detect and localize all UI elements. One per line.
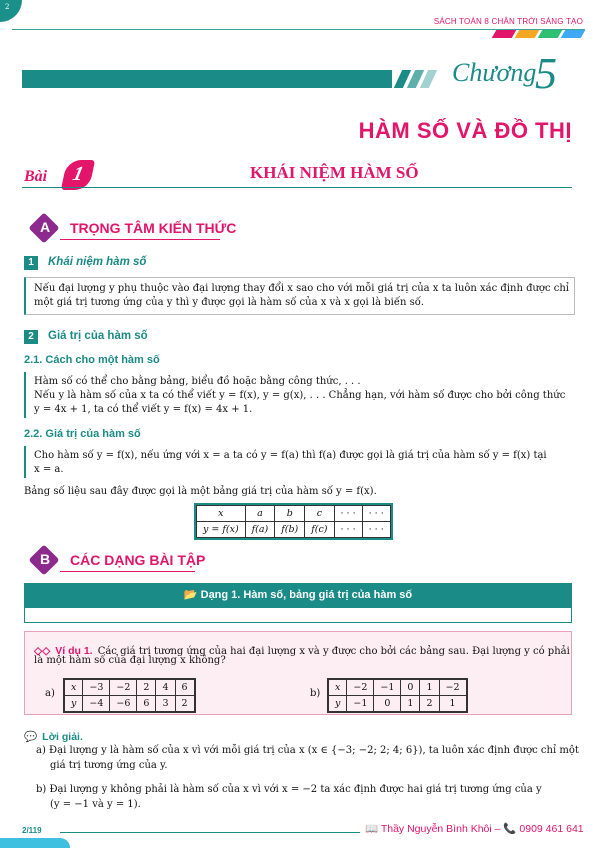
table-cell: y = f(x) (197, 522, 246, 538)
table-cell: −6 (110, 696, 137, 712)
solution-a-line-1: a) Đại lượng y là hàm số của x vì với mỗi giá trị của x (x ∈ {−3; −2; 2; 4; 6}), ta luôn xác định được chỉ một (36, 745, 579, 756)
table-cell: 2 (420, 696, 439, 712)
table-cell: a (245, 506, 275, 522)
solution-b-line-1: b) Đại lượng y không phải là hàm số của x vì với x = −2 ta xác định được hai giá trị tương ứng của y (36, 784, 542, 795)
table-cell: c (305, 506, 334, 522)
table-cell: x (65, 680, 83, 696)
solution-a-line-2: giá trị tương ứng của y. (50, 760, 168, 771)
table-cell: · · · (362, 506, 390, 522)
solution-label: Lời giải. (42, 731, 83, 743)
table-cell: 0 (374, 696, 401, 712)
s22-line-2: x = a. (34, 464, 64, 475)
example-label: Ví dụ 1. (55, 645, 93, 657)
table-cell: y (329, 696, 347, 712)
table-cell: −2 (439, 680, 466, 696)
table-a-label: a) (45, 688, 55, 699)
table-cell: 1 (420, 680, 439, 696)
page-number: 2/119 (22, 826, 42, 835)
form-title: Dạng 1. Hàm số, bảng giá trị của hàm số (200, 589, 413, 601)
diamond-icon: ◇◇ (34, 645, 51, 657)
corner-page-number: 2 (5, 3, 10, 11)
book-title: SÁCH TOÁN 8 CHÂN TRỜI SÁNG TẠO (433, 17, 583, 26)
table-cell: x (197, 506, 246, 522)
table-cell: x (329, 680, 347, 696)
table-b (327, 678, 468, 713)
section-b-title: CÁC DẠNG BÀI TẬP (70, 552, 206, 568)
table-intro: Bảng số liệu sau đây được gọi là một bảng giá trị của hàm số y = f(x). (24, 486, 377, 497)
header-color-stripes (491, 30, 583, 39)
table-cell: 4 (156, 680, 175, 696)
section-b-letter: B (40, 551, 51, 567)
solution-heading (24, 725, 83, 744)
table-cell: −1 (347, 696, 374, 712)
s22-box (24, 446, 574, 478)
table-cell: 2 (175, 696, 194, 712)
s21-title: 2.1. Cách cho một hàm số (24, 354, 160, 366)
sub2-number: 2 (24, 330, 38, 344)
solution-b-line-2: (y = −1 và y = 1). (50, 799, 141, 810)
example-text-2: là một hàm số của đại lượng x không? (34, 655, 226, 666)
sub1-number: 1 (24, 256, 38, 270)
table-row (65, 680, 195, 696)
table-cell: 6 (137, 696, 156, 712)
table-b-label: b) (310, 688, 321, 699)
footer-shape (0, 838, 70, 848)
section-b-rule (60, 571, 195, 572)
author-name: Thầy Nguyễn Bình Khôi – (380, 823, 504, 835)
lesson-badge (61, 160, 95, 190)
lesson-word: Bài (24, 168, 48, 185)
chapter-title: HÀM SỐ VÀ ĐỒ THỊ (358, 118, 572, 143)
book-icon: 📖 (365, 823, 379, 835)
speech-bubble-icon: 💬 (24, 731, 38, 743)
table-cell: f(a) (245, 522, 275, 538)
phone-icon: 📞 (503, 823, 517, 835)
table-cell: −1 (374, 680, 401, 696)
chapter-number: 5 (535, 49, 557, 98)
table-cell: b (275, 506, 305, 522)
lesson-title: KHÁI NIỆM HÀM SỐ (250, 163, 419, 182)
form-heading (24, 583, 572, 608)
section-a-letter: A (40, 219, 51, 235)
table-row (329, 696, 467, 712)
table-cell: f(c) (305, 522, 334, 538)
lesson-number: 1 (70, 163, 86, 185)
table-cell: · · · (362, 522, 390, 538)
section-a-title: TRỌNG TÂM KIẾN THỨC (70, 220, 237, 236)
author-phone: 0909 461 641 (519, 823, 584, 835)
folder-icon: 📂 (183, 589, 198, 601)
author-credit (365, 822, 584, 835)
table-row (197, 506, 391, 522)
table-cell: 2 (137, 680, 156, 696)
sub1-title: Khái niệm hàm số (48, 256, 147, 268)
table-cell: 1 (401, 696, 420, 712)
table-cell: · · · (334, 522, 362, 538)
form-body (24, 608, 572, 623)
chapter-word: Chương (452, 58, 537, 87)
table-row (65, 696, 195, 712)
definition-box (24, 277, 575, 315)
table-cell: 0 (401, 680, 420, 696)
table-cell: −3 (83, 680, 110, 696)
table-cell: · · · (334, 506, 362, 522)
definition-line-2: một giá trị tương ứng của y thì y được gọi là hàm số của x và x gọi là biến số. (34, 297, 425, 308)
table-cell: 1 (439, 696, 466, 712)
chapter-bar (22, 70, 392, 88)
s21-line-3: y = 4x + 1, ta có thể viết y = f(x) = 4x + 1. (34, 404, 253, 415)
table-row (329, 680, 467, 696)
table-cell: −4 (83, 696, 110, 712)
example-text-1: Các giá trị tương ứng của hai đại lượng x và y được cho bởi các bảng sau. Đại lượng y có phải (97, 646, 570, 657)
lesson-rule (22, 187, 572, 188)
s22-title: 2.2. Giá trị của hàm số (24, 428, 141, 440)
footer-rule (60, 832, 360, 833)
s22-line-1: Cho hàm số y = f(x), nếu ứng với x = a ta có y = f(a) thì f(a) được gọi là giá trị của hàm số y = f(x) tại (34, 450, 547, 461)
page-corner-badge (0, 0, 22, 22)
section-a-rule (60, 239, 220, 240)
s21-box (24, 372, 574, 418)
example-box (24, 631, 572, 715)
table-a (63, 678, 196, 713)
table-cell: −2 (110, 680, 137, 696)
s21-line-1: Hàm số có thể cho bằng bảng, biểu đồ hoặc bằng công thức, . . . (34, 376, 361, 387)
s21-line-2: Nếu y là hàm số của x ta có thể viết y = f(x), y = g(x), . . . Chẳng hạn, với hàm số được cho bởi công thức (34, 390, 566, 401)
table-cell: y (65, 696, 83, 712)
value-table (194, 503, 393, 540)
table-cell: f(b) (275, 522, 305, 538)
table-row (197, 522, 391, 538)
table-cell: 3 (156, 696, 175, 712)
table-cell: 6 (175, 680, 194, 696)
sub2-title: Giá trị của hàm số (48, 330, 148, 342)
table-cell: −2 (347, 680, 374, 696)
definition-line-1: Nếu đại lượng y phụ thuộc vào đại lượng thay đổi x sao cho với mỗi giá trị của x ta luôn xác định được chỉ (34, 283, 569, 294)
